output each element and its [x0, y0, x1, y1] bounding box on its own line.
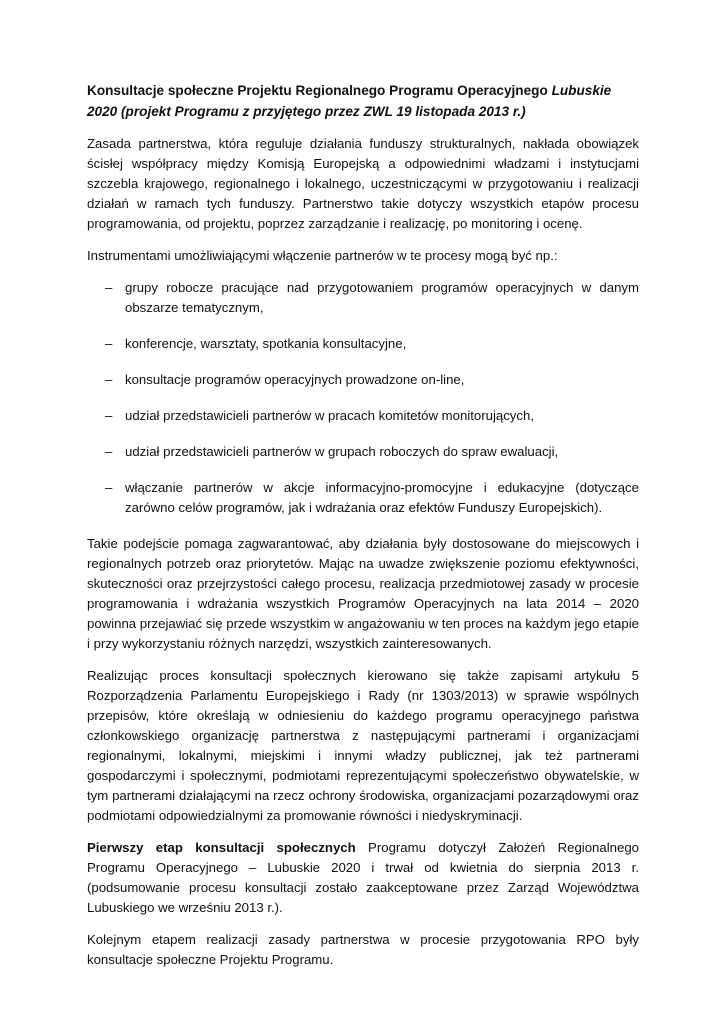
paragraph-first-stage	[87, 838, 639, 918]
paragraph-approach: Takie podejście pomaga zagwarantować, aby działania były dostosowane do miejscowych i regionalnych potrzeb oraz priorytetów. Mając na uwadze zwiększenie poziomu efektywności, skuteczności oraz przejrzystości całego procesu, realizacja przedmiotowej zasady w procesie programowania i wdrażania wszystkich Programów Operacyjnych na lata 2014 – 2020 powinna przejawiać się przede wszystkim w angażowaniu w ten proces na każdym jego etapie i przy wykorzystaniu różnych narzędzi, wszystkich zainteresowanych.	[87, 536, 639, 651]
list-item: – udział przedstawicieli partnerów w pracach komitetów monitorujących,	[87, 406, 639, 426]
dash-bullet: –	[105, 408, 113, 423]
list-item: – włączanie partnerów w akcje informacyjno-promocyjne i edukacyjne (dotyczące zarówno celów programów, jak i wdrażania oraz efektów Funduszy Europejskich).	[105, 480, 639, 515]
paragraph-instruments-intro: Instrumentami umożliwiającymi włączenie partnerów w te procesy mogą być np.:	[87, 248, 558, 263]
heading-italic-text: Lubuskie 2020 (projekt Programu z przyjętego przez ZWL 19 listopada 2013 r.)	[87, 83, 612, 119]
list-item: – konsultacje programów operacyjnych prowadzone on-line,	[87, 370, 639, 390]
heading-text: Konsultacje społeczne Projektu Regionalnego Programu Operacyjnego	[87, 83, 552, 98]
paragraph-regulation: Realizując proces konsultacji społecznych kierowano się także zapisami artykułu 5 Rozporządzenia Parlamentu Europejskiego i Rady (nr 1303/2013) w sprawie wspólnych przepisów, które określają w odniesieniu do każdego programu operacyjnego państwa członkowskiego organizację partnerstwa z następującymi partnerami i organizacjami regionalnymi, lokalnymi, miejskimi i innymi władzy publicznej, jak też partnerami gospodarczymi i społecznymi, podmiotami reprezentującymi społeczeństwo obywatelskie, w tym partnerami działającymi na rzecz ochrony środowiska, organizacjami pozarządowymi oraz podmiotami odpowiedzialnymi za promowanie równości i niedyskryminacji.	[87, 668, 639, 823]
dash-bullet: –	[105, 372, 113, 387]
list-item: – konferencje, warsztaty, spotkania konsultacyjne,	[87, 334, 639, 354]
instruments-list	[87, 278, 639, 518]
list-item: – grupy robocze pracujące nad przygotowaniem programów operacyjnych w danym obszarze tematycznym,	[105, 280, 639, 315]
dash-bullet: –	[105, 280, 113, 295]
list-item: – udział przedstawicieli partnerów w grupach roboczych do spraw ewaluacji,	[87, 442, 639, 462]
paragraph-next-stage: Kolejnym etapem realizacji zasady partnerstwa w procesie przygotowania RPO były konsultacje społeczne Projektu Programu.	[87, 932, 639, 967]
first-stage-text: Programu dotyczył Założeń Regionalnego Programu Operacyjnego – Lubuskie 2020 i trwał od kwietnia do sierpnia 2013 r. (podsumowanie procesu konsultacji zostało zaakceptowane przez Zarząd Województwa Lubuskiego we wrześniu 2013 r.).	[87, 840, 639, 915]
document-heading	[87, 80, 639, 122]
document-page	[87, 80, 639, 982]
dash-bullet: –	[105, 444, 113, 459]
paragraph-partnership-principle: Zasada partnerstwa, która reguluje działania funduszy strukturalnych, nakłada obowiązek ścisłej współpracy między Komisją Europejską a odpowiednimi władzami i instytucjami szczebla krajowego, regionalnego i lokalnego, uczestniczącymi w przygotowaniu i realizacji działań w ramach tych funduszy. Partnerstwo takie dotyczy wszystkich etapów procesu programowania, od projektu, poprzez zarządzanie i realizację, po monitoring i ocenę.	[87, 136, 639, 231]
first-stage-bold-text: Pierwszy etap konsultacji społecznych	[87, 840, 356, 855]
dash-bullet: –	[105, 336, 113, 351]
dash-bullet: –	[105, 480, 113, 495]
